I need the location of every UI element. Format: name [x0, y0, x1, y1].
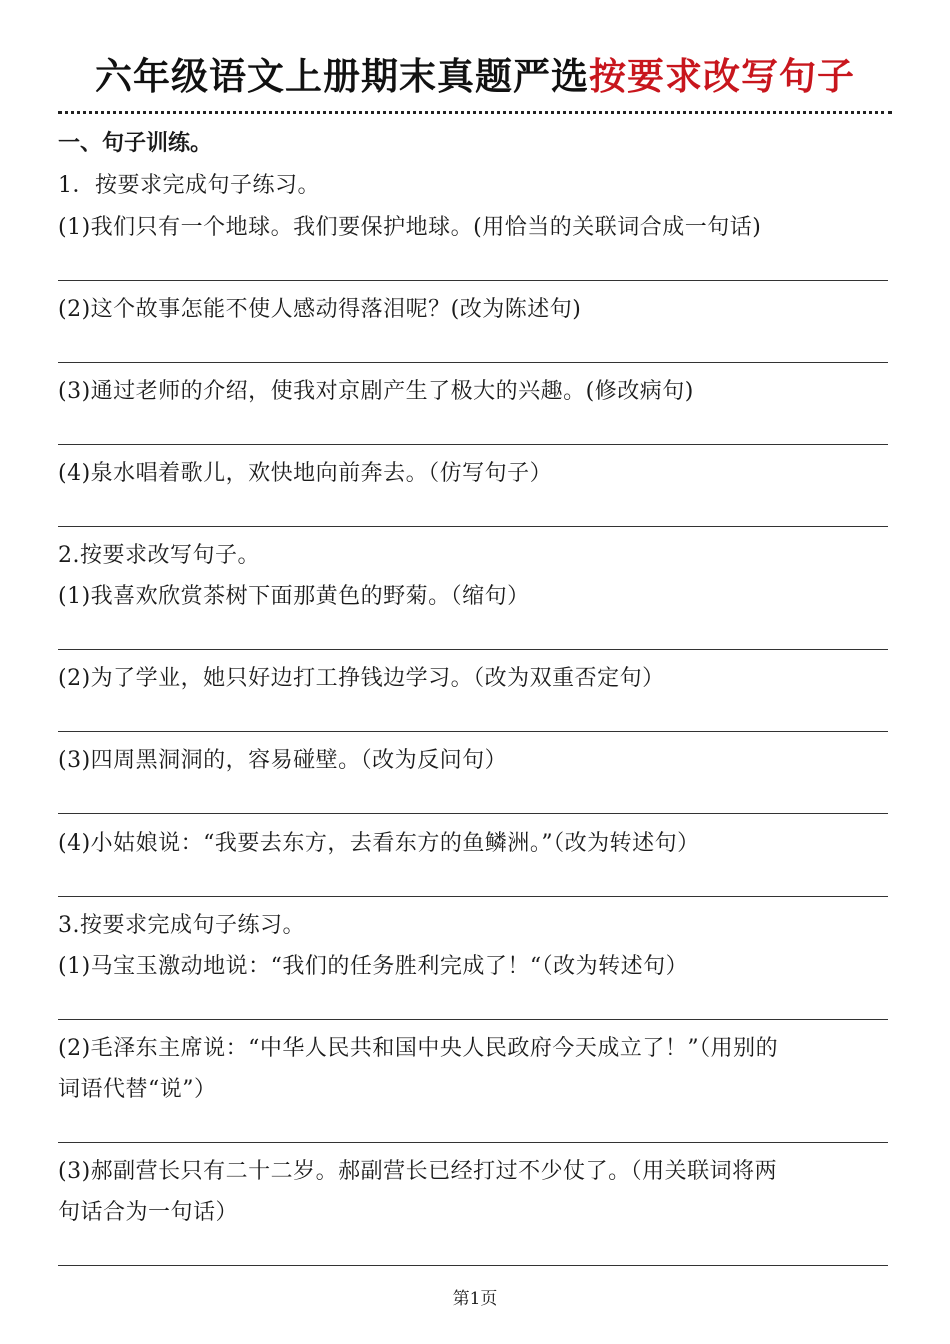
question-2-2: (2)为了学业，她只好边打工挣钱边学习。（改为双重否定句） — [58, 666, 665, 691]
question-2-1: (1)我喜欢欣赏茶树下面那黄色的野菊。（缩句） — [58, 584, 530, 609]
question-1-3: (3)通过老师的介绍，使我对京剧产生了极大的兴趣。(修改病句) — [58, 379, 694, 404]
question-3-3-line1: (3)郝副营长只有二十二岁。郝副营长已经打过不少仗了。（用关联词将两 — [58, 1159, 778, 1184]
answer-line-2-2[interactable] — [58, 731, 888, 732]
section-heading: 一、句子训练。 — [58, 131, 213, 156]
answer-line-1-1[interactable] — [58, 280, 888, 281]
question-3-1: (1)马宝玉激动地说：“我们的任务胜利完成了！“（改为转述句） — [58, 954, 689, 979]
question-3-header: 3.按要求完成句子练习。 — [58, 913, 305, 938]
question-1-1: (1)我们只有一个地球。我们要保护地球。(用恰当的关联词合成一句话) — [58, 215, 762, 240]
answer-line-3-1[interactable] — [58, 1019, 888, 1020]
question-1-header: 1．按要求完成句子练习。 — [58, 173, 320, 198]
answer-line-2-4[interactable] — [58, 896, 888, 897]
title-highlight: 按要求改写句子 — [589, 55, 855, 98]
answer-line-3-3[interactable] — [58, 1265, 888, 1266]
title-dotted-divider — [58, 111, 892, 114]
title-main: 六年级语文上册期末真题严选 — [95, 55, 589, 98]
answer-line-1-2[interactable] — [58, 362, 888, 363]
answer-line-3-2[interactable] — [58, 1142, 888, 1143]
page-number: 第1页 — [452, 1289, 498, 1309]
answer-line-2-3[interactable] — [58, 813, 888, 814]
question-3-2-line2: 词语代替“说”） — [58, 1077, 217, 1102]
question-2-header: 2.按要求改写句子。 — [58, 543, 260, 568]
answer-line-1-4[interactable] — [58, 526, 888, 527]
question-3-3-line2: 句话合为一句话） — [58, 1200, 239, 1225]
answer-line-1-3[interactable] — [58, 444, 888, 445]
question-1-4: (4)泉水唱着歌儿，欢快地向前奔去。（仿写句子） — [58, 461, 553, 486]
question-2-3: (3)四周黑洞洞的，容易碰壁。（改为反问句） — [58, 748, 508, 773]
page-title — [0, 52, 950, 102]
question-3-2-line1: (2)毛泽东主席说：“中华人民共和国中央人民政府今天成立了！”（用别的 — [58, 1036, 779, 1061]
question-1-2: (2)这个故事怎能不使人感动得落泪呢？(改为陈述句) — [58, 297, 582, 322]
question-2-4: (4)小姑娘说：“我要去东方，去看东方的鱼鳞洲。”（改为转述句） — [58, 831, 700, 856]
answer-line-2-1[interactable] — [58, 649, 888, 650]
